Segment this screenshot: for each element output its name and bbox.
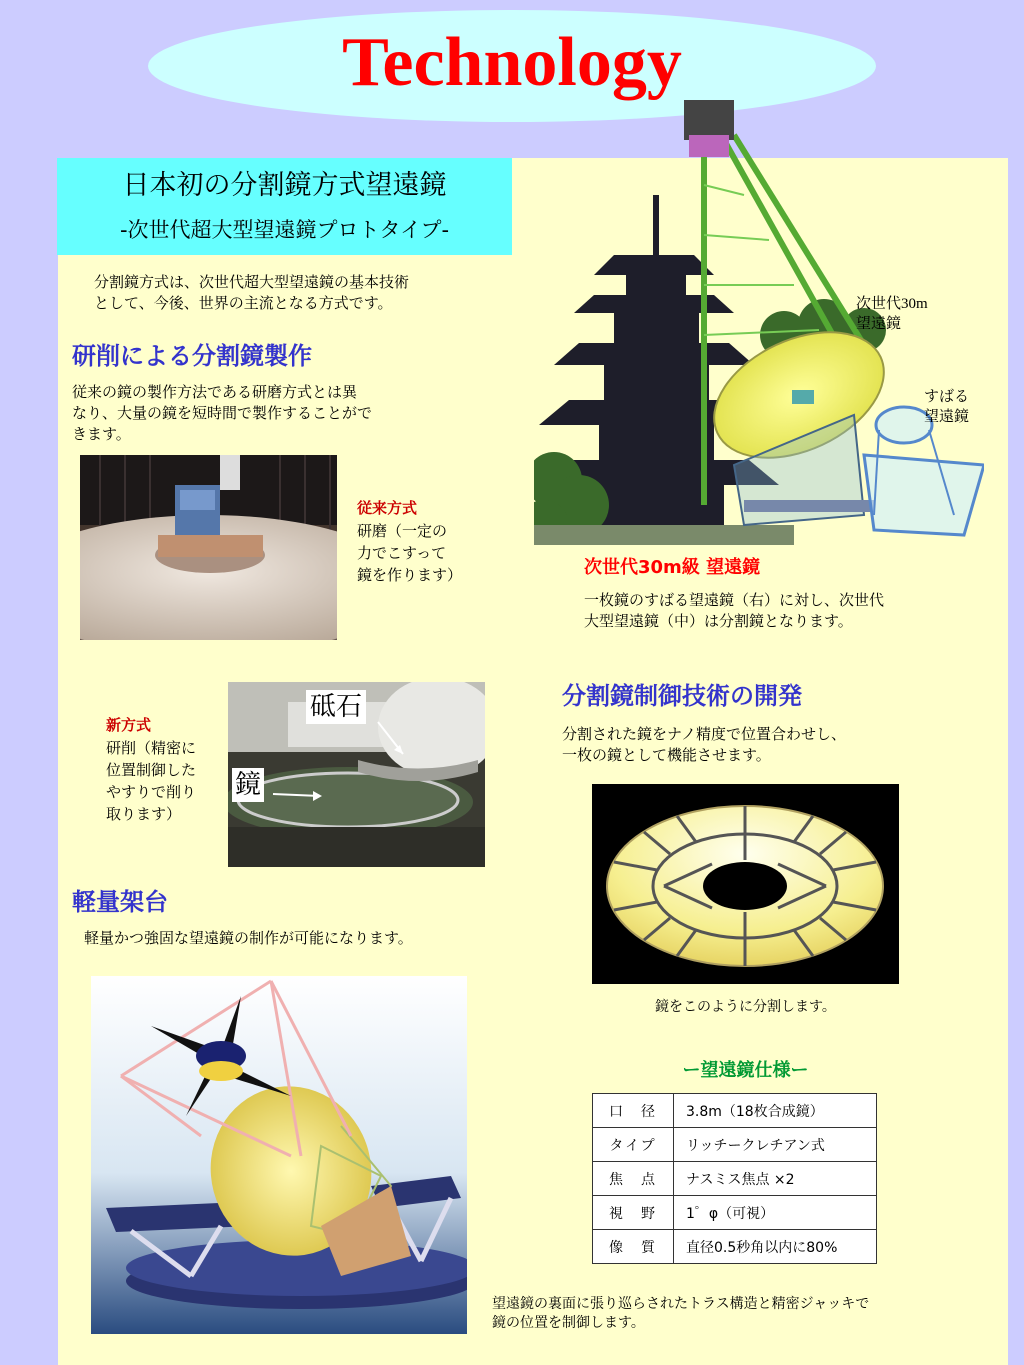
label-arrows [228,682,485,867]
spec-footer-line: 望遠鏡の裏面に張り巡らされたトラス構造と精密ジャッキで [492,1296,870,1312]
grinding-text [72,382,372,445]
next-gen-text [584,590,884,632]
spec-key: 像 質 [593,1230,674,1264]
new-method-line: 研削（精密に [106,739,197,757]
grinding-line: きます。 [72,425,131,443]
control-text [562,724,846,766]
new-method-line: 取ります） [106,805,182,823]
label-subaru-line: 望遠鏡 [924,407,970,425]
spec-value: 直径0.5秒角以内に80% [674,1230,877,1264]
polishing-photo [80,455,337,640]
intro-text [94,272,409,314]
spec-value: リッチークレチアン式 [674,1128,877,1162]
spec-key: 口 径 [593,1094,674,1128]
old-method-line: 鏡を作ります） [357,566,463,584]
old-method-line: 力でこすって [357,544,447,562]
mirror-label: 鏡 [232,768,264,802]
spec-title: ー望遠鏡仕様ー [682,1060,809,1081]
mount-text: 軽量かつ強固な望遠鏡の制作が可能になります。 [84,929,413,947]
mount-render [91,976,467,1334]
intro-line: 分割鏡方式は、次世代超大型望遠鏡の基本技術 [94,273,410,291]
grinding-photo [228,682,485,867]
intro-line: として、今後、世界の主流となる方式です。 [94,294,393,312]
page-title: Technology [342,24,682,101]
table-row [593,1162,877,1196]
spec-key: 視 野 [593,1196,674,1230]
new-method-label: 新方式 [106,716,152,734]
control-heading: 分割鏡制御技術の開発 [562,682,802,710]
old-method-line: 研磨（一定の [357,522,448,540]
next-gen-line: 大型望遠鏡（中）は分割鏡となります。 [584,612,853,630]
label-30m-line: 望遠鏡 [856,316,902,332]
control-line: 分割された鏡をナノ精度で位置合わせし、 [562,725,846,743]
label-subaru-line: すばる [924,387,970,405]
spec-value: ナスミス焦点 ×2 [674,1162,877,1196]
spec-footer [492,1295,869,1333]
header-subtitle: -次世代超大型望遠鏡プロトタイプ- [119,218,450,242]
next-gen-line: 一枚鏡のすばる望遠鏡（右）に対し、次世代 [584,591,885,609]
control-line: 一枚の鏡として機能させます。 [562,746,771,764]
label-30m-telescope [856,294,928,334]
table-row [593,1196,877,1230]
table-row [593,1128,877,1162]
label-subaru-telescope [924,386,969,426]
label-30m-line: 次世代30m [856,296,928,312]
next-gen-heading: 次世代30m級 望遠鏡 [584,557,761,578]
spec-key: 焦 点 [593,1162,674,1196]
spec-key: タイプ [593,1128,674,1162]
header-title: 日本初の分割鏡方式望遠鏡 [122,170,447,201]
spec-value: 3.8m（18枚合成鏡） [674,1094,877,1128]
new-method-text [106,737,196,825]
mount-heading: 軽量架台 [72,888,168,916]
new-method-line: やすりで削り [106,783,197,801]
old-method-text [357,520,462,586]
old-method-label: 従来方式 [357,499,418,517]
segmented-mirror-diagram [592,784,899,984]
table-row [593,1094,877,1128]
spec-table [592,1093,877,1264]
table-row [593,1230,877,1264]
grinding-heading: 研削による分割鏡製作 [72,342,312,370]
spec-footer-line: 鏡の位置を制御します。 [492,1315,645,1331]
grinding-line: なり、大量の鏡を短時間で製作することがで [72,404,373,422]
grindstone-label: 砥石 [306,690,366,724]
segmented-caption: 鏡をこのように分割します。 [655,999,836,1015]
new-method-line: 位置制御した [106,761,197,779]
spec-value: 1゜φ（可視） [674,1196,877,1230]
grinding-line: 従来の鏡の製作方法である研磨方式とは異 [72,383,358,401]
